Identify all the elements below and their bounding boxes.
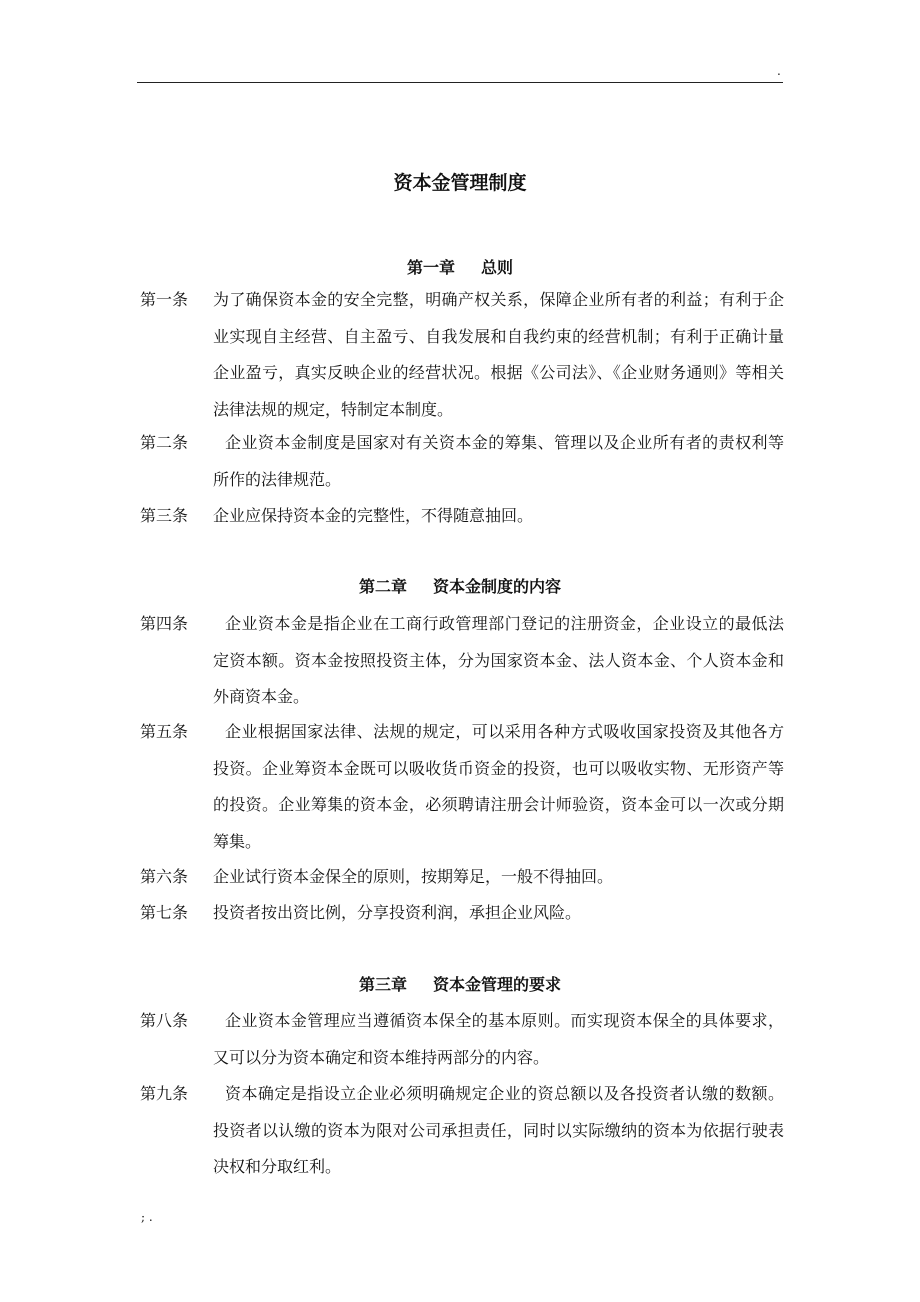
article-text: 资本确定是指设立企业必须明确规定企业的资总额以及各投资者认缴的数额。投资者以认缴的资本为限对公司承担责任，同时以实际缴纳的资本为依据行驶表决权和分取红利。 bbox=[213, 1084, 784, 1176]
article-label: 第八条 bbox=[140, 1011, 189, 1030]
chapter-heading-2 bbox=[0, 572, 920, 602]
article-text: 企业试行资本金保全的原则，按期筹足，一般不得抽回。 bbox=[213, 867, 614, 886]
chapter-number: 第一章 bbox=[406, 258, 455, 277]
chapter-number: 第二章 bbox=[358, 577, 407, 596]
article-7 bbox=[140, 895, 784, 932]
article-label: 第三条 bbox=[140, 506, 189, 525]
article-text: 企业应保持资本金的完整性，不得随意抽回。 bbox=[213, 506, 534, 525]
article-label: 第九条 bbox=[140, 1084, 189, 1103]
article-5 bbox=[140, 714, 784, 860]
article-text: 企业资本金是指企业在工商行政管理部门登记的注册资金，企业设立的最低法定资本额。资本金按照投资主体，分为国家资本金、法人资本金、个人资本金和外商资本金。 bbox=[213, 614, 784, 706]
article-4 bbox=[140, 606, 784, 716]
document-title: 资本金管理制度 bbox=[393, 172, 527, 194]
article-text: 企业资本金管理应当遵循资本保全的基本原则。而实现资本保全的具体要求，又可以分为资本确定和资本维持两部分的内容。 bbox=[213, 1011, 784, 1067]
chapter-heading-3 bbox=[0, 970, 920, 1000]
article-3 bbox=[140, 498, 784, 535]
article-text: 企业根据国家法律、法规的规定，可以采用各种方式吸收国家投资及其他各方投资。企业筹资本金既可以吸收货币资金的投资，也可以吸收实物、无形资产等的投资。企业筹集的资本金，必须聘请注册会计师验资，资本金可以一次或分期筹集。 bbox=[213, 722, 784, 851]
chapter-name: 总则 bbox=[481, 258, 514, 277]
article-text: 企业资本金制度是国家对有关资本金的筹集、管理以及企业所有者的责权利等所作的法律规范。 bbox=[213, 433, 784, 489]
article-label: 第一条 bbox=[140, 290, 189, 309]
chapter-name: 资本金管理的要求 bbox=[433, 975, 562, 994]
article-9 bbox=[140, 1076, 784, 1186]
article-label: 第六条 bbox=[140, 867, 189, 886]
footer-mark: ; . bbox=[141, 1210, 153, 1224]
article-text: 为了确保资本金的安全完整，明确产权关系，保障企业所有者的利益；有利于企业实现自主经营、自主盈亏、自我发展和自我约束的经营机制；有利于正确计量企业盈亏，真实反映企业的经营状况。根据《公司法》、《企业财务通则》等相关法律法规的规定，特制定本制度。 bbox=[213, 290, 784, 419]
header-mark: . bbox=[777, 64, 781, 78]
article-6 bbox=[140, 859, 784, 896]
header-rule bbox=[137, 82, 783, 83]
article-2 bbox=[140, 425, 784, 498]
chapter-number: 第三章 bbox=[358, 975, 407, 994]
article-label: 第二条 bbox=[140, 433, 189, 452]
chapter-name: 资本金制度的内容 bbox=[433, 577, 562, 596]
article-8 bbox=[140, 1003, 784, 1076]
article-text: 投资者按出资比例，分享投资利润，承担企业风险。 bbox=[213, 903, 582, 922]
article-label: 第四条 bbox=[140, 614, 189, 633]
chapter-heading-1 bbox=[0, 253, 920, 283]
article-1 bbox=[140, 282, 784, 428]
article-label: 第五条 bbox=[140, 722, 189, 741]
article-label: 第七条 bbox=[140, 903, 189, 922]
